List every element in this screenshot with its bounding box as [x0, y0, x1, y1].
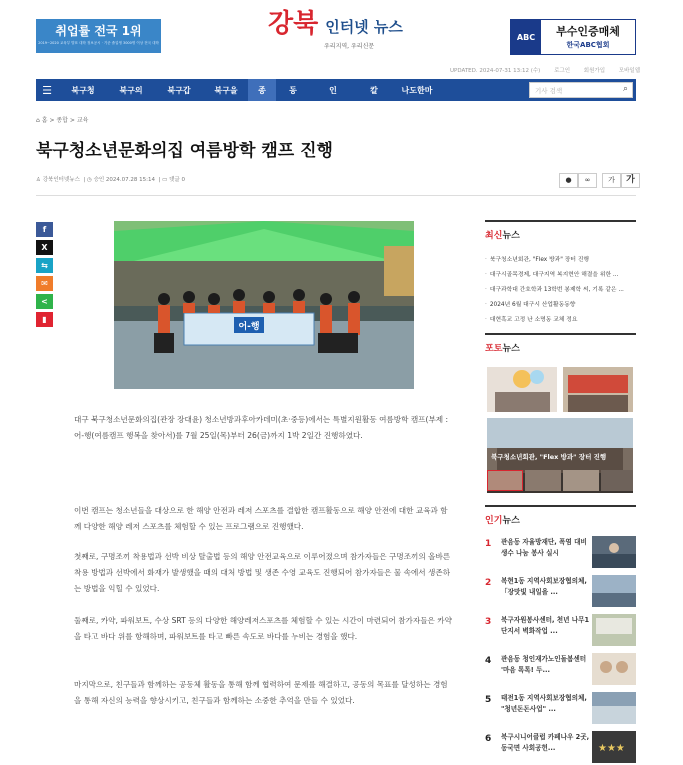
photo-thumb[interactable]: [563, 367, 633, 412]
main-nav: [36, 79, 636, 101]
popular-title: 북구자원봉사센터, 천년 나무1단지서 벽화작업 ...: [501, 616, 590, 635]
facebook-share-icon[interactable]: f: [36, 222, 53, 237]
popular-title: 관음동 청인재가노인돌봄센터 '마음 톡톡! 두...: [501, 655, 587, 674]
article-photo-image: [114, 221, 414, 389]
nav-item-dong[interactable]: 동: [289, 85, 297, 95]
popular-thumb: [592, 536, 636, 568]
latest-heading-red: 최신: [485, 231, 503, 241]
bookmark-icon[interactable]: ▮: [36, 312, 53, 327]
photo-heading-rest: 뉴스: [502, 344, 520, 354]
breadcrumb-section[interactable]: 종합: [56, 117, 68, 124]
article-paragraph-4: 둘째로, 카약, 파워보트, 수상 SRT 등의 다양한 해양레저스포츠를 체험할 수 있는 시간이 마련되어 참가자들은 카약을 타고 바다 위를 항해하며, 파워보트를 타고 빠른 속도로 바다를 누비는 경험을 했다.: [74, 616, 452, 641]
logo-name-blue: 인터넷 뉴스: [325, 18, 403, 36]
photo-heading-red: 포토: [485, 344, 503, 354]
popular-title: 관음동 자율방재단, 폭염 대비 생수 나눔 봉사 실시: [501, 538, 587, 557]
popular-rank: 6: [485, 734, 492, 744]
latest-item[interactable]: · 대구과학대 간호학과 13학번 봉제학 씨, 기록 같은 ...: [485, 287, 624, 293]
ad-left-fine-print: 2019~2020 교육부 발표 대학 정보공시 · 기준 졸업생 3000명 이상 전국 대학: [38, 41, 159, 45]
photo-mini-thumb[interactable]: [487, 470, 523, 491]
article-comments[interactable]: 댓글 0: [169, 177, 185, 183]
nav-item-in[interactable]: 인: [329, 85, 337, 95]
latest-item[interactable]: · 대현흑교 고정 난 소명동 교체 정요: [485, 317, 578, 323]
latest-item[interactable]: · 북구청소년회관, "Flex 방과" 장터 진행: [485, 257, 590, 263]
nav-item-jong[interactable]: 종: [248, 79, 276, 101]
header-divider: [36, 195, 636, 196]
abc-badge: ABC: [511, 20, 541, 54]
share-icon[interactable]: <: [36, 294, 53, 309]
home-icon[interactable]: ⌂: [36, 117, 40, 124]
hamburger-icon[interactable]: ☰: [42, 83, 52, 97]
search-placeholder: 기사 검색: [535, 87, 563, 95]
popular-rank: 3: [485, 617, 492, 627]
popular-thumb: [592, 692, 636, 724]
latest-item[interactable]: · 2024년 6월 대구시 산업활동동향: [485, 302, 576, 308]
popular-thumb: [592, 614, 636, 646]
nav-item-kal[interactable]: 칼: [370, 85, 378, 95]
photo-featured-caption: 북구청소년회관, "Flex 방과" 장터 진행: [491, 453, 607, 461]
breadcrumb: ⌂ 홈 > 종합 > 교육: [36, 117, 89, 124]
photo-news-heading[interactable]: [485, 333, 636, 353]
photo-mini-thumb[interactable]: [601, 470, 633, 491]
print-button[interactable]: ●: [559, 173, 578, 188]
popular-thumb: [592, 731, 636, 763]
x-share-icon[interactable]: X: [36, 240, 53, 255]
popular-rank: 1: [485, 539, 492, 549]
author-icon: ♙: [36, 177, 41, 183]
latest-heading-rest: 뉴스: [502, 231, 520, 241]
site-logo[interactable]: [268, 9, 418, 62]
popular-item[interactable]: [485, 612, 636, 648]
search-input[interactable]: [529, 82, 633, 98]
popular-rank: 2: [485, 578, 492, 588]
top-ad-banner-right[interactable]: [510, 19, 636, 55]
ad-right-subtitle: 한국ABC협회: [566, 41, 610, 49]
popular-rank: 5: [485, 695, 492, 705]
photo-banner-text: 어-행: [238, 322, 260, 332]
link-share-icon[interactable]: ⇆: [36, 258, 53, 273]
article-paragraph-2: 이번 캠프는 청소년들을 대상으로 한 해양 안전과 레저 스포츠를 결합한 캠프활동으로 해양 안전에 대한 교육과 함께 다양한 해양 레저 스포츠를 체험할 수 있는 프로그램으로 진행했다.: [74, 506, 448, 531]
popular-title: 태전1동 지역사회보장협의체, "청년돈돈사업" ...: [501, 694, 587, 713]
popular-thumb: [592, 653, 636, 685]
popular-item[interactable]: [485, 534, 636, 570]
article-author: 강북인터넷뉴스: [42, 177, 80, 183]
popular-item[interactable]: [485, 729, 636, 765]
article-date: 승인 2024.07.28 15:14: [93, 177, 156, 183]
popular-item[interactable]: [485, 690, 636, 726]
updated-timestamp: UPDATED. 2024-07-31 13:12 (수): [450, 68, 541, 74]
latest-item[interactable]: · 대구시골목경제, 대구지역 복지현안 해결을 위한 ...: [485, 272, 619, 278]
popular-item[interactable]: [485, 573, 636, 609]
nav-item-bukgugap[interactable]: 북구갑: [167, 85, 191, 95]
popular-item[interactable]: [485, 651, 636, 687]
article-tools: [559, 173, 640, 188]
article-paragraph-1: 대구 북구청소년문화의집(관장 장대윤) 청소년방과후아카데미(초·중등)에서는 특별지원활동 여름방학 캠프(부제 :어-행(여름캠프 행복을 찾아서)를 7월 25일(목)부터 26(금)까지 1박 2일간 진행하였다.: [74, 415, 449, 440]
photo-mini-thumb[interactable]: [525, 470, 561, 491]
popular-heading-rest: 뉴스: [502, 516, 520, 526]
popular-title: 복현1동 지역사회보장협의체, 「장맛빛 내일을 ...: [501, 577, 587, 596]
comment-icon: ▭: [162, 177, 168, 183]
article-photo[interactable]: [114, 221, 414, 389]
mobile-web-link[interactable]: 모바일웹: [618, 68, 641, 74]
breadcrumb-category[interactable]: 교육: [76, 117, 89, 124]
clock-icon: ◷: [87, 177, 92, 183]
photo-thumb[interactable]: [487, 367, 557, 412]
email-share-icon[interactable]: ✉: [36, 276, 53, 291]
ad-right-title: 부수인증매체: [556, 25, 620, 38]
nav-item-buguui[interactable]: 북구의: [119, 85, 143, 95]
signup-link[interactable]: 회원가입: [583, 68, 606, 74]
popular-rank: 4: [485, 656, 492, 666]
font-larger-button[interactable]: 가: [621, 173, 640, 188]
popular-news-heading[interactable]: [485, 505, 636, 525]
article-title: 북구청소년문화의집 여름방학 캠프 진행: [36, 141, 333, 161]
latest-news-heading[interactable]: [485, 220, 636, 240]
popular-heading-red: 인기: [485, 516, 503, 526]
update-bar: [450, 66, 640, 74]
nav-item-bukgucheong[interactable]: 북구청: [71, 85, 95, 95]
search-icon[interactable]: ⌕: [622, 84, 628, 94]
top-ad-banner-left[interactable]: [36, 19, 161, 53]
nav-item-nadohanma[interactable]: 나도한마: [401, 85, 433, 95]
svg-text:★★★: ★★★: [598, 743, 625, 754]
logo-name-red: 강북: [268, 9, 319, 39]
popular-thumb: [592, 575, 636, 607]
link-copy-button[interactable]: ∞: [578, 173, 597, 188]
popular-title: 북구시니어클럽 카페나우 2곳, 동국면 사회공헌...: [501, 733, 590, 752]
article-paragraph-5: 마지막으로, 친구들과 함께하는 공동체 활동을 통해 함께 협력하여 문제를 해결하고, 공동의 목표를 달성하는 경험을 통해 자신의 능력을 향상시키고, 친구들과 함께하는 소중한 추억을 만들 수 있었다.: [74, 680, 448, 705]
login-link[interactable]: 로그인: [554, 68, 571, 74]
ad-left-title: 취업률 전국 1위: [55, 24, 142, 38]
font-smaller-button[interactable]: 가: [602, 173, 621, 188]
logo-slogan: 우리지역, 우리신문: [324, 43, 375, 50]
article-paragraph-3: 첫째로, 구명조끼 착용법과 선박 비상 탈출법 등의 해양 안전교육으로 이루어졌으며 참가자들은 구명조끼의 올바른 착용 방법과 선박에서 화재가 발생했을 때의 대처 방법 및 생존 수영 교육도 진행되어 참가자들은 물 속에서 생존하는 방법을 익힐 수 있었다.: [74, 552, 451, 593]
photo-mini-thumb[interactable]: [563, 470, 599, 491]
nav-item-bukgueul[interactable]: 북구을: [214, 85, 238, 95]
article-meta: ♙ 강북인터넷뉴스 | ◷ 승인 2024.07.28 15:14 | ▭ 댓글 0: [36, 177, 185, 183]
breadcrumb-home[interactable]: 홈: [41, 117, 48, 124]
